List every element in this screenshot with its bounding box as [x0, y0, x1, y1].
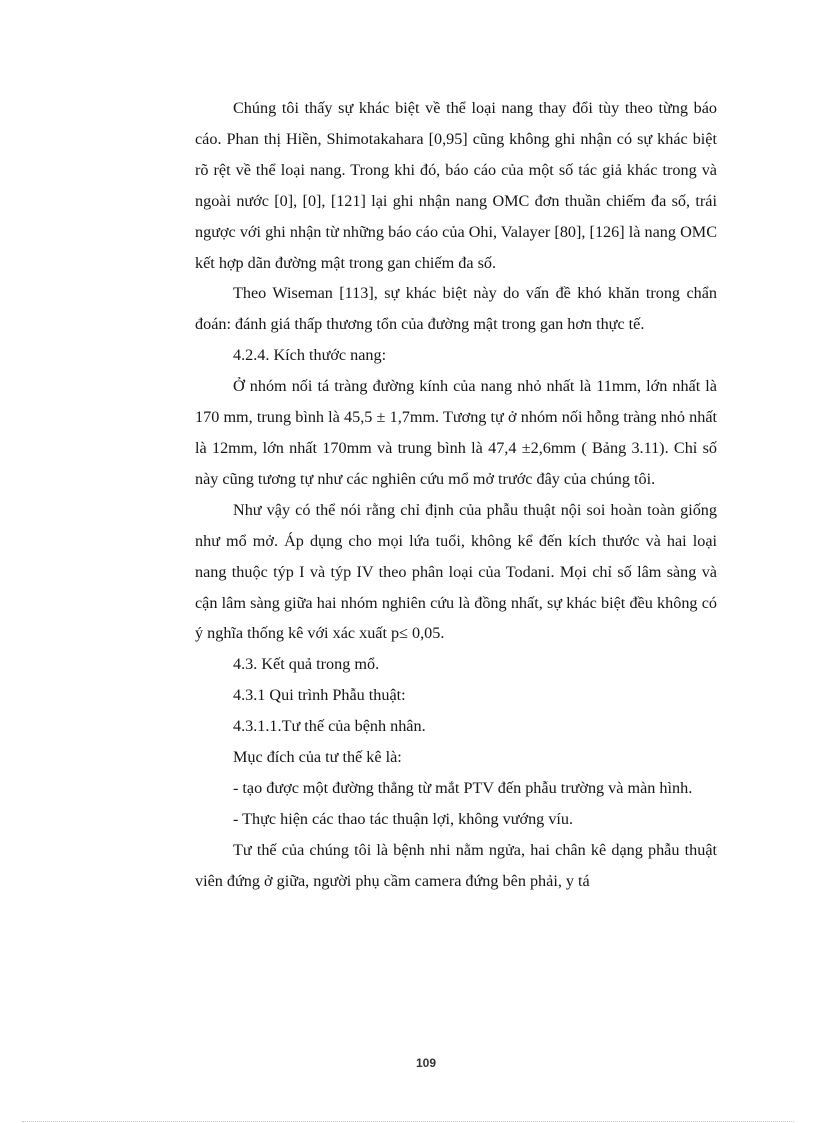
- paragraph-indication: Như vậy có thể nói rằng chỉ định của phẫu thuật nội soi hoàn toàn giống như mổ mở. Áp dụng cho mọi lứa tuổi, không kể đến kích thước và hai loại nang thuộc týp I và týp IV theo phân loại của Todani. Mọi chỉ số lâm sàng và cận lâm sàng giữa hai nhóm nghiên cứu là đồng nhất, sự khác biệt đều không có ý nghĩa thống kê với xác xuất p≤ 0,05.: [195, 500, 717, 643]
- list-item-straight-line: - tạo được một đường thẳng từ mắt PTV đến phẫu trường và màn hình.: [233, 778, 693, 797]
- paragraph-wiseman: Theo Wiseman [113], sự khác biệt này do vấn đề khó khăn trong chẩn đoán: đánh giá thấp thương tổn của đường mật trong gan hơn thực tế.: [195, 284, 717, 334]
- section-heading-surgical-procedure: 4.3.1 Qui trình Phẫu thuật:: [233, 686, 406, 705]
- section-heading-intraoperative-results: 4.3. Kết quả trong mổ.: [233, 655, 380, 674]
- paragraph-cyst-type-differences: Chúng tôi thấy sự khác biệt về thể loại nang thay đổi tùy theo từng báo cáo. Phan thị Hiền, Shimotakahara [0,95] cũng không ghi nhận có sự khác biệt rõ rệt về thể loại nang. Trong khi đó, báo cáo của một số tác giả khác trong và ngoài nước [0], [0], [121] lại ghi nhận nang OMC đơn thuần chiếm đa số, trái ngược với ghi nhận từ những báo cáo của Ohi, Valayer [80], [126] là nang OMC kết hợp dãn đường mật trong gan chiếm đa số.: [195, 99, 717, 272]
- section-heading-patient-position: 4.3.1.1.Tư thế của bệnh nhân.: [233, 717, 426, 736]
- paragraph-positioning-purpose: Mục đích của tư thế kê là:: [233, 748, 402, 767]
- page-number: 109: [415, 1056, 437, 1070]
- page-bottom-divider: [22, 1121, 794, 1122]
- list-item-convenient-operations: - Thực hiện các thao tác thuận lợi, không vướng víu.: [233, 809, 574, 828]
- body-text: [195, 93, 717, 897]
- section-heading-cyst-size: 4.2.4. Kích thước nang:: [233, 346, 387, 365]
- paragraph-cyst-size: Ở nhóm nối tá tràng đường kính của nang nhỏ nhất là 11mm, lớn nhất là 170 mm, trung bình là 45,5 ± 1,7mm. Tương tự ở nhóm nối hỗng tràng nhỏ nhất là 12mm, lớn nhất 170mm và trung bình là 47,4 ±2,6mm ( Bảng 3.11). Chỉ số này cũng tương tự như các nghiên cứu mổ mở trước đây của chúng tôi.: [195, 377, 717, 488]
- paragraph-our-position: Tư thế của chúng tôi là bệnh nhi nằm ngửa, hai chân kê dạng phẫu thuật viên đứng ở giữa, người phụ cầm camera đứng bên phải, y tá: [195, 840, 717, 890]
